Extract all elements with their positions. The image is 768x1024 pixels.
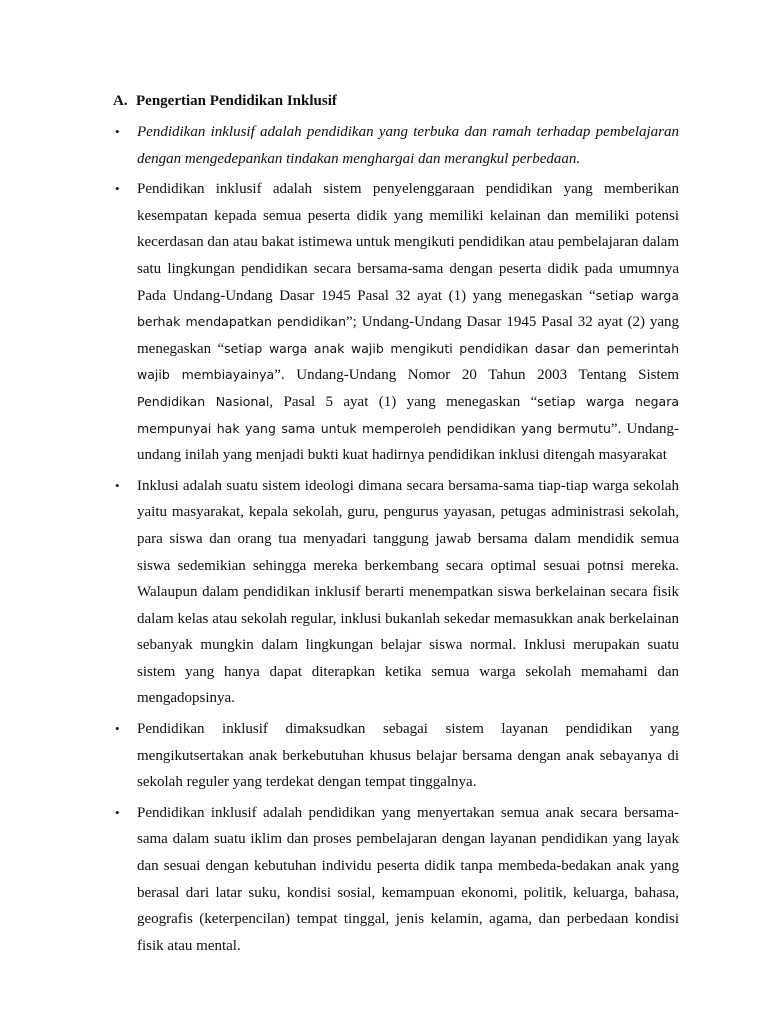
bullet-icon: • [115,804,120,820]
item-text-part: , Pasal 5 ayat (1) yang menegaskan “ [269,393,538,410]
list-item [113,800,679,960]
quoted-text: setiap warga berhak mendapatkan pendidikan [137,287,679,330]
item-text-part: Pendidikan inklusif adalah sistem penyelenggaraan pendidikan yang memberikan kesempatan kepada semua peserta didik yang memiliki kelainan dan memiliki potensi kecerdasan dan atau bakat istimewa untuk mengikuti pendidikan atau pembelajaran dalam satu lingkungan pendidikan secara bersama-sama dengan peserta didik pada umumnya Pada Undang-Undang Dasar 1945 Pasal 32 ayat (1) yang menegaskan “ [137,181,679,304]
bullet-icon: • [115,124,120,139]
item-text-part: ”; Undang-Undang Dasar 1945 Pasal 32 ayat (2) yang menegaskan “ [137,314,679,357]
section-heading [113,91,337,111]
bullet-list [113,119,679,963]
list-item [113,119,679,172]
list-item [113,176,679,469]
item-text-part: ”. Undang-undang inilah yang menjadi bukti kuat hadirnya pendidikan inklusi ditengah masyarakat [137,420,679,464]
section-letter: A. [113,93,128,109]
quoted-text: setiap warga anak wajib mengikuti pendidikan dasar dan pemerintah wajib membiayainya [137,340,679,383]
item-text [137,181,679,463]
bullet-icon: • [115,181,120,197]
item-text: Pendidikan inklusif adalah pendidikan yang terbuka dan ramah terhadap pembelajaran dengan mengedepankan tindakan menghargai dan merangkul perbedaan. [137,124,679,167]
list-item [113,473,679,712]
bullet-icon: • [115,477,120,493]
section-title: Pengertian Pendidikan Inklusif [136,93,337,109]
item-text: Pendidikan inklusif dimaksudkan sebagai sistem layanan pendidikan yang mengikutsertakan anak berkebutuhan khusus belajar bersama dengan anak sebayanya di sekolah reguler yang terdekat dengan tempat tinggalnya. [137,721,679,791]
quoted-text: setiap warga negara mempunyai hak yang sama untuk memperoleh pendidikan yang bermutu [137,393,679,436]
item-text: Inklusi adalah suatu sistem ideologi dimana secara bersama-sama tiap-tiap warga sekolah yaitu masyarakat, kepala sekolah, guru, pengurus yayasan, petugas administrasi sekolah, para siswa dan orang tua menyadari tanggung jawab bersama dalam mendidik semua siswa sedemikian sehingga mereka berkembang secara optimal sesuai potnsi mereka. Walaupun dalam pendidikan inklusif berarti menempatkan siswa berkelainan secara fisik dalam kelas atau sekolah regular, inklusi bukanlah sekedar memasukkan anak berkelainan sebanyak mungkin dalam lingkungan belajar siswa normal. Inklusi merupakan suatu sistem yang hanya dapat diterapkan ketika semua warga sekolah memahami dan mengadopsinya. [137,477,679,707]
quoted-text: Pendidikan Nasional [137,393,270,409]
item-text-part: ”. Undang-Undang Nomor 20 Tahun 2003 Tentang Sistem [274,367,679,384]
bullet-icon: • [115,721,120,737]
item-text: Pendidikan inklusif adalah pendidikan yang menyertakan semua anak secara bersama-sama dalam suatu iklim dan proses pembelajaran dengan layanan pendidikan yang layak dan sesuai dengan kebutuhan individu peserta didik tanpa membeda-bedakan anak yang berasal dari latar suku, kondisi sosial, kemampuan ekonomi, politik, keluarga, bahasa, geografis (keterpencilan) tempat tinggal, jenis kelamin, agama, dan perbedaan kondisi fisik atau mental. [137,804,679,954]
list-item [113,716,679,796]
